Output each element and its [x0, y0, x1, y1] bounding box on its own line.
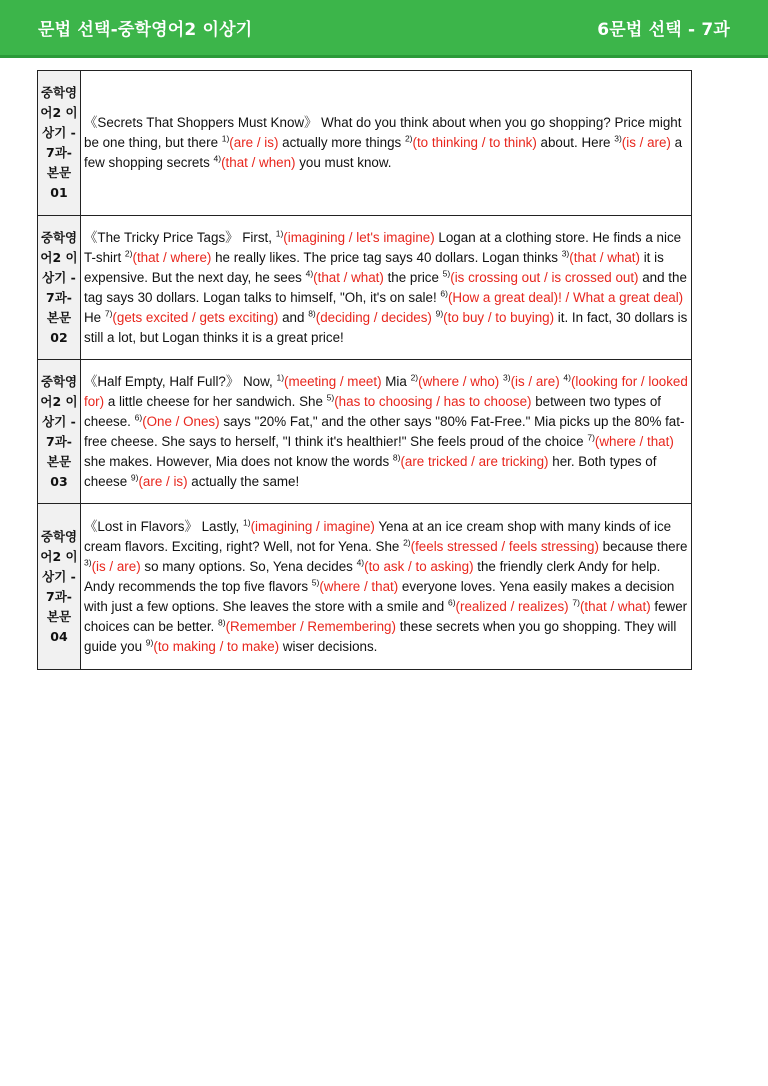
- passage-fragment: a few shopping secrets: [84, 135, 683, 170]
- passage-fragment: 《Secrets That Shoppers Must Know》 What do you think about when you go shopping? Price might be one thing, but there: [84, 115, 682, 150]
- grammar-choice: (are tricked / are tricking): [400, 453, 549, 469]
- blank-number: 2): [404, 133, 413, 144]
- passage-fragment: wiser decisions.: [279, 638, 378, 654]
- blank-number: 9): [435, 308, 444, 319]
- blank-number: 3): [561, 248, 570, 259]
- passage-fragment: the friendly clerk Andy for help. Andy recommends the top five flavors: [84, 558, 661, 594]
- blank-number: 4): [213, 153, 222, 164]
- passage-fragment: and the tag says 30 dollars. Logan talks to himself, "Oh, it's on sale!: [84, 269, 687, 305]
- blank-number: 1): [221, 133, 230, 144]
- passage-row: [38, 71, 692, 216]
- blank-number: 1): [243, 517, 251, 528]
- passage-text: [81, 360, 692, 504]
- blank-number: 7): [104, 308, 113, 319]
- blank-number: 7): [572, 597, 580, 608]
- passage-fragment: Yena at an ice cream shop with many kinds of ice cream flavors. Exciting, right? Well, not for Yena. She: [84, 518, 672, 554]
- blank-number: 8): [392, 452, 401, 463]
- grammar-choice: (are / is): [138, 473, 188, 489]
- passage-fragment: it is expensive. But the next day, he sees: [84, 249, 664, 285]
- passage-fragment: 《Half Empty, Half Full?》 Now,: [84, 373, 277, 389]
- header-left-title: 문법 선택-중학영어2 이상기: [38, 20, 253, 40]
- passage-fragment: Mia: [381, 373, 411, 389]
- passage-fragment: fewer choices can be better.: [84, 598, 688, 634]
- blank-number: 3): [614, 133, 622, 144]
- blank-number: 8): [218, 617, 226, 628]
- grammar-choice: (realized / realizes): [455, 598, 569, 614]
- passage-text: [81, 216, 692, 360]
- passage-fragment: actually the same!: [187, 473, 300, 489]
- grammar-choice: (imagining / let's imagine): [283, 229, 435, 245]
- blank-number: 4): [563, 372, 571, 383]
- grammar-choice: (that / what): [579, 598, 651, 614]
- grammar-choice: (is / are): [621, 135, 671, 150]
- blank-number: 2): [410, 372, 419, 383]
- passage-fragment: because there: [598, 538, 688, 554]
- grammar-choice: (feels stressed / feels stressing): [410, 538, 599, 554]
- grammar-choice: (that / what): [569, 249, 640, 265]
- passage-label: 중학영어2 이상기 - 7과-본문 04: [38, 504, 81, 670]
- passage-fragment: everyone loves. Yena easily makes a decision with just a few options. She leaves the store with a smile and: [84, 578, 675, 614]
- passage-fragment: 《Lost in Flavors》 Lastly,: [84, 518, 243, 534]
- grammar-choice: (are / is): [229, 135, 279, 150]
- passage-fragment: so many options. So, Yena decides: [140, 558, 357, 574]
- passage-fragment: he really likes. The price tag says 40 dollars. Logan thinks: [211, 249, 562, 265]
- passage-fragment: her. Both types of cheese: [84, 453, 657, 489]
- grammar-choice: (where / who): [418, 373, 500, 389]
- grammar-choice: (that / when): [221, 155, 296, 170]
- blank-number: 3): [84, 557, 92, 568]
- passage-fragment: actually more things: [278, 135, 405, 150]
- passage-fragment: Logan at a clothing store. He finds a nice T-shirt: [84, 229, 682, 265]
- grammar-choice: (has to choosing / has to choose): [334, 393, 532, 409]
- blank-number: 3): [503, 372, 511, 383]
- grammar-choice: (gets excited / gets exciting): [112, 309, 279, 325]
- grammar-choice: (to thinking / to think): [412, 135, 537, 150]
- passage-text: [81, 504, 692, 670]
- blank-number: 7): [587, 432, 595, 443]
- passage-row: [38, 504, 692, 670]
- grammar-choice: (looking for / looked for): [84, 373, 688, 409]
- grammar-choice: (imagining / imagine): [250, 518, 375, 534]
- blank-number: 5): [311, 577, 320, 588]
- blank-number: 6): [134, 412, 143, 423]
- blank-number: 2): [403, 537, 411, 548]
- passage-fragment: between two types of cheese.: [84, 393, 662, 429]
- blank-number: 1): [275, 228, 284, 239]
- blank-number: 4): [356, 557, 365, 568]
- blank-number: 1): [276, 372, 285, 383]
- passage-fragment: 《The Tricky Price Tags》 First,: [84, 229, 276, 245]
- grammar-choice: (is / are): [510, 373, 560, 389]
- passage-fragment: and: [278, 309, 309, 325]
- passage-fragment: He: [84, 309, 105, 325]
- blank-number: 4): [305, 268, 314, 279]
- grammar-choice: (where / that): [594, 433, 674, 449]
- grammar-choice: (Remember / Remembering): [225, 618, 396, 634]
- grammar-choice: (is / are): [91, 558, 141, 574]
- grammar-choice: (to buy / to buying): [443, 309, 555, 325]
- blank-number: 5): [326, 392, 335, 403]
- grammar-choice: (deciding / decides): [315, 309, 432, 325]
- grammar-choice: (is crossing out / is crossed out): [450, 269, 639, 285]
- page-header: [0, 0, 768, 58]
- passage-label: 중학영어2 이상기 - 7과-본문 02: [38, 216, 81, 360]
- passage-table: [37, 70, 692, 670]
- blank-number: 5): [442, 268, 451, 279]
- passage-fragment: these secrets when you go shopping. They will guide you: [84, 618, 677, 654]
- grammar-choice: (to ask / to asking): [364, 558, 474, 574]
- blank-number: 6): [440, 288, 448, 299]
- grammar-choice: (meeting / meet): [284, 373, 382, 389]
- grammar-choice: (to making / to make): [153, 638, 280, 654]
- grammar-choice: (that / what): [313, 269, 384, 285]
- passage-fragment: it. In fact, 30 dollars is still a lot, but Logan thinks it is a great price!: [84, 309, 688, 345]
- passage-row: [38, 216, 692, 360]
- grammar-choice: (How a great deal)! / What a great deal): [447, 289, 684, 305]
- grammar-choice: (where / that): [319, 578, 399, 594]
- grammar-choice: (One / Ones): [142, 413, 220, 429]
- blank-number: 9): [130, 472, 139, 483]
- grammar-choice: (that / where): [132, 249, 212, 265]
- passage-row: [38, 360, 692, 504]
- blank-number: 2): [124, 248, 133, 259]
- passage-text: [81, 71, 692, 216]
- passage-fragment: says "20% Fat," and the other says "80% Fat-Free." Mia picks up the 80% fat-free cheese. She says to herself, "I think it's healthier!" She feels proud of the choice: [84, 413, 685, 449]
- header-right-title: 6문법 선택 - 7과: [597, 20, 730, 40]
- blank-number: 9): [145, 637, 154, 648]
- passage-fragment: she makes. However, Mia does not know the words: [84, 453, 393, 469]
- passage-fragment: a little cheese for her sandwich. She: [104, 393, 327, 409]
- passage-fragment: about. Here: [536, 135, 615, 150]
- passage-label: 중학영어2 이상기 - 7과-본문 03: [38, 360, 81, 504]
- passage-fragment: the price: [383, 269, 443, 285]
- blank-number: 6): [447, 597, 456, 608]
- passage-label: 중학영어2 이상기 - 7과-본문 01: [38, 71, 81, 216]
- passage-fragment: you must know.: [295, 155, 392, 170]
- blank-number: 8): [308, 308, 316, 319]
